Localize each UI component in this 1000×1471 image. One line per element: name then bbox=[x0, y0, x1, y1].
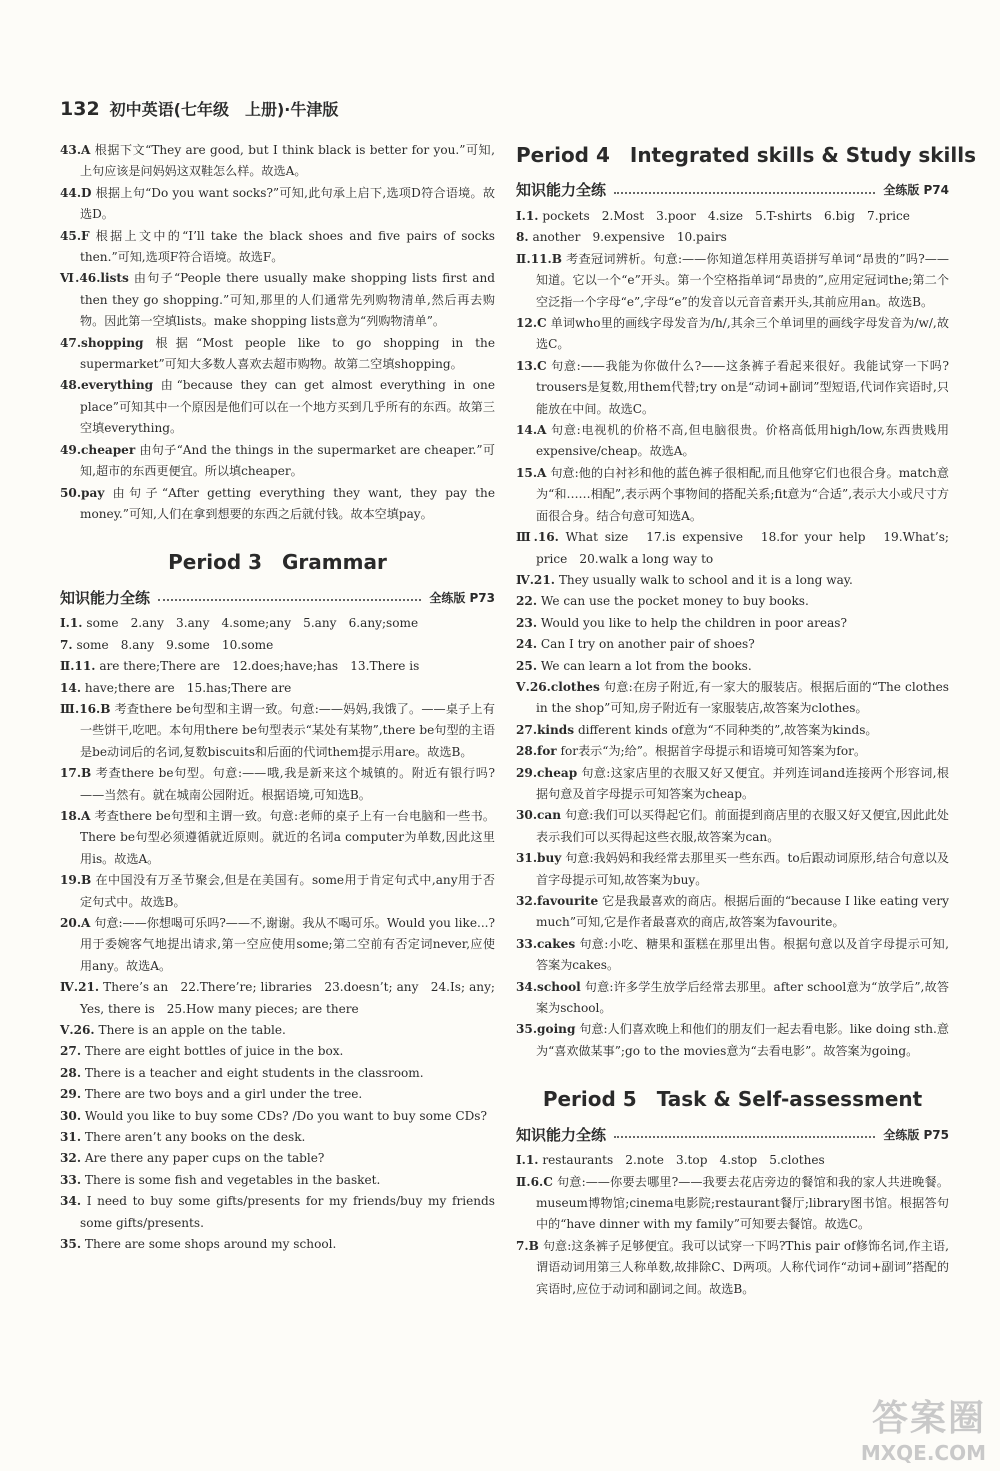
answer-text: 句意:——你要去哪里?——我要去花店旁边的餐馆和我的家人共进晚餐。museum博物馆;cinema电影院;restaurant餐厅;library图书馆。根据答句中的“have dinner with my family”可知要去餐馆。故选C。 bbox=[536, 1174, 949, 1232]
answer-number: Ⅱ.11.B bbox=[516, 251, 562, 266]
answer-text: They usually walk to school and it is a long way. bbox=[558, 572, 853, 587]
answer-number: 30. bbox=[60, 1108, 82, 1123]
watermark-line-2: MXQE.COM bbox=[860, 1441, 986, 1465]
answer-number: Ⅰ.1. bbox=[516, 209, 539, 223]
section-label: 知识能力全练 bbox=[516, 181, 607, 200]
answer-number: 13.C bbox=[516, 358, 547, 373]
answer-text: 句意:——我能为你做什么?——这条裤子看起来很好。我能试穿一下吗?trousers是复数,用them代替;try on是“动词+副词”型短语,代词作宾语时,只能放在中间。故选C。 bbox=[536, 358, 949, 416]
right-column bbox=[516, 140, 976, 1300]
answer-item bbox=[60, 1191, 495, 1234]
answer-number: 43.A bbox=[60, 143, 91, 157]
answer-item bbox=[516, 677, 949, 720]
answer-item bbox=[60, 1148, 495, 1169]
answer-text: 句意:——你想喝可乐吗?——不,谢谢。我从不喝可乐。Would you like...?用于委婉客气地提出请求,第一空应使用some;第二空前有否定词never,应使用any。故选A。 bbox=[80, 916, 495, 973]
answer-item bbox=[516, 313, 949, 356]
answer-item bbox=[516, 420, 949, 463]
answer-item bbox=[60, 1063, 495, 1084]
answer-number: Ⅴ.26.clothes bbox=[516, 679, 600, 694]
answer-item bbox=[60, 678, 495, 699]
answer-text: 考查there be句型和主谓一致。句意:老师的桌子上有一台电脑和一些书。There be句型必须遵循就近原则。就近的名词a computer为单数,因此这里用is。故选A。 bbox=[80, 808, 495, 866]
answer-item bbox=[516, 805, 949, 848]
answer-item bbox=[60, 483, 495, 526]
answer-text: There are two boys and a girl under the tree. bbox=[84, 1087, 363, 1102]
answer-number: Ⅳ.21. bbox=[60, 980, 100, 995]
answer-item bbox=[60, 375, 495, 439]
answer-text: There is a teacher and eight students in the classroom. bbox=[84, 1065, 424, 1080]
answer-number: 49.cheaper bbox=[60, 442, 136, 457]
answer-item bbox=[60, 268, 495, 332]
left-column bbox=[60, 140, 495, 1256]
answer-number: 35. bbox=[60, 1237, 82, 1252]
page-number: 132 bbox=[60, 98, 100, 120]
period-3-title: Period 3 Grammar bbox=[168, 550, 387, 575]
answer-text: different kinds of意为“不同种类的”,故答案为kinds。 bbox=[577, 722, 878, 737]
answer-number: 28. bbox=[60, 1065, 82, 1080]
answer-item bbox=[60, 870, 495, 913]
answer-item bbox=[516, 527, 949, 570]
period-4-title: Period 4 Integrated skills & Study skills bbox=[516, 143, 976, 167]
answer-text: There are eight bottles of juice in the box. bbox=[84, 1044, 344, 1059]
answer-number: 34.school bbox=[516, 979, 581, 994]
answer-number: 44.D bbox=[60, 185, 92, 200]
answer-number: 29.cheap bbox=[516, 765, 578, 780]
answer-text: What size 17.is expensive 18.for your help 19.What’s; price 20.walk a long way to bbox=[536, 530, 949, 566]
answer-item bbox=[516, 934, 949, 977]
period-4-answers bbox=[516, 206, 949, 1062]
answer-item bbox=[60, 183, 495, 226]
answer-number: Ⅰ.1. bbox=[60, 616, 83, 631]
answer-text: 在中国没有万圣节聚会,但是在美国有。some用于肯定句式中,any用于否定句式中。故选B。 bbox=[80, 873, 495, 909]
answer-text: 根据下文“They are good, but I think black is better for you.”可知,上句应该是问妈妈这双鞋怎么样。故选A。 bbox=[80, 143, 495, 179]
answer-number: 15.A bbox=[516, 465, 547, 480]
answer-number: 14.A bbox=[516, 423, 547, 438]
answer-number: 28.for bbox=[516, 744, 557, 759]
period-5-section-header bbox=[516, 1120, 949, 1150]
answer-number: 27.kinds bbox=[516, 722, 575, 737]
answer-text: restaurants 2.note 3.top 4.stop 5.clothes bbox=[542, 1153, 825, 1168]
answer-text: 考查there be句型。句意:——哦,我是新来这个城镇的。附近有银行吗?——当然有。就在城南公园附近。根据语境,可知选B。 bbox=[80, 766, 495, 802]
answer-text: I need to buy some gifts/presents for my friends/buy my friends some gifts/presents. bbox=[80, 1194, 495, 1230]
answer-item bbox=[516, 1150, 949, 1171]
page-header bbox=[60, 97, 338, 127]
answer-item bbox=[516, 1172, 949, 1236]
answer-number: 12.C bbox=[516, 316, 547, 331]
answer-number: 45.F bbox=[60, 228, 90, 243]
answer-number: 18.A bbox=[60, 808, 91, 823]
answer-text: 句意:在房子附近,有一家大的服装店。根据后面的“The clothes in the shop”可知,房子附近有一家服装店,故答案为clothes。 bbox=[536, 679, 949, 716]
answer-item bbox=[516, 591, 949, 612]
answer-number: 14. bbox=[60, 680, 82, 695]
section-ref: 全练版 P73 bbox=[429, 590, 495, 605]
answer-text: another 9.expensive 10.pairs bbox=[532, 230, 727, 245]
answer-number: 7. bbox=[60, 637, 73, 652]
answer-number: 22. bbox=[516, 594, 538, 609]
answer-item bbox=[516, 763, 949, 806]
period-5-answers bbox=[516, 1150, 949, 1300]
answer-item bbox=[516, 634, 949, 655]
answer-item bbox=[60, 1084, 495, 1105]
answer-number: Ⅲ.16.B bbox=[60, 701, 111, 716]
section-ref: 全练版 P74 bbox=[883, 183, 949, 198]
answer-item bbox=[60, 699, 495, 763]
watermark-logo bbox=[861, 1390, 986, 1465]
answer-item bbox=[60, 1020, 495, 1041]
answer-item bbox=[516, 1236, 949, 1300]
answer-item bbox=[60, 1041, 495, 1062]
answer-text: Can I try on another pair of shoes? bbox=[540, 637, 755, 652]
answer-item bbox=[516, 356, 949, 420]
answer-number: 31. bbox=[60, 1130, 82, 1145]
answer-text: 它是我最喜欢的商店。根据后面的“because I like eating very much”可知,它是作者最喜欢的商店,故答案为favourite。 bbox=[536, 894, 949, 930]
period-4-section-header bbox=[516, 176, 949, 206]
answer-item bbox=[60, 333, 495, 376]
answer-text: 句意:许多学生放学后经常去那里。after school意为“放学后”,故答案为school。 bbox=[536, 979, 949, 1016]
answer-number: 23. bbox=[516, 615, 538, 630]
answer-number: 25. bbox=[516, 658, 538, 673]
watermark-line-1: 答案圈 bbox=[871, 1398, 986, 1439]
answer-text: 句意:这家店里的衣服又好又便宜。并列连词and连接两个形容词,根据句意及首字母提示可知答案为cheap。 bbox=[536, 765, 949, 801]
answer-number: 30.can bbox=[516, 808, 562, 823]
answer-number: 24. bbox=[516, 637, 538, 652]
answer-number: Ⅱ.6.C bbox=[516, 1174, 553, 1189]
answer-item bbox=[60, 1127, 495, 1148]
dotted-leader bbox=[614, 1136, 875, 1138]
answer-text: 单词who里的画线字母发音为/h/,其余三个单词里的画线字母发音为/w/,故选C。 bbox=[536, 316, 949, 352]
answer-text: 根据“Most people like to go shopping in the supermarket”可知大多数人喜欢去超市购物。故第二空填shopping。 bbox=[80, 335, 495, 372]
answer-item bbox=[516, 720, 949, 741]
period-5-title: Period 5 Task & Self-assessment bbox=[542, 1087, 923, 1112]
answer-text: some 8.any 9.some 10.some bbox=[76, 637, 274, 652]
answer-number: 19.B bbox=[60, 873, 92, 888]
answer-text: 由句子“After getting everything they want, they pay the money.”可知,人们在拿到想要的东西之后就付钱。故本空填pay。 bbox=[80, 485, 495, 521]
dotted-leader bbox=[158, 599, 421, 601]
answer-number: 27. bbox=[60, 1044, 82, 1059]
answer-text: Are there any paper cups on the table? bbox=[84, 1151, 325, 1166]
answer-item bbox=[516, 570, 949, 591]
answer-text: There is an apple on the table. bbox=[98, 1023, 286, 1038]
answer-number: 32. bbox=[60, 1151, 82, 1166]
answer-number: Ⅱ.11. bbox=[60, 659, 96, 674]
answer-text: some 2.any 3.any 4.some;any 5.any 6.any;some bbox=[86, 616, 419, 631]
answer-text: 根据上句“Do you want socks?”可知,此句承上启下,选项D符合语境。故选D。 bbox=[80, 185, 495, 222]
answer-number: Ⅵ.46.lists bbox=[60, 271, 129, 286]
answer-number: 8. bbox=[516, 230, 529, 245]
answer-item bbox=[516, 206, 949, 227]
answer-item bbox=[60, 806, 495, 870]
answer-text: There aren’t any books on the desk. bbox=[84, 1130, 306, 1145]
answer-text: Would you like to help the children in poor areas? bbox=[540, 615, 847, 630]
answer-number: 33.cakes bbox=[516, 936, 576, 951]
answer-text: 句意:我妈妈和我经常去那里买一些东西。to后跟动词原形,结合句意以及首字母提示可知,故答案为buy。 bbox=[536, 851, 949, 887]
answer-item bbox=[60, 913, 495, 977]
answer-item bbox=[516, 891, 949, 934]
period-3-answers bbox=[60, 613, 495, 1255]
answer-number: 31.buy bbox=[516, 851, 562, 866]
period-3-section-header bbox=[60, 583, 495, 613]
answer-text: 句意:我们可以买得起它们。前面提到商店里的衣服又好又便宜,因此此处表示我们可以买得起这些衣服,故答案为can。 bbox=[536, 808, 949, 844]
answer-text: are there;There are 12.does;have;has 13.There is bbox=[99, 659, 420, 674]
answer-text: 句意:他的白衬衫和他的蓝色裤子很相配,而且他穿它们也很合身。match意为“和……相配”,表示两个事物间的搭配关系;fit意为“合适”,表示大小或尺寸方面很合身。结合句意可知选A。 bbox=[536, 465, 949, 523]
answer-text: There are some shops around my school. bbox=[84, 1237, 337, 1252]
dotted-leader bbox=[614, 192, 875, 194]
section-ref: 全练版 P75 bbox=[883, 1127, 949, 1142]
answer-item bbox=[516, 656, 949, 677]
answer-number: Ⅲ.16. bbox=[516, 530, 559, 545]
answer-number: 33. bbox=[60, 1172, 82, 1187]
answer-item bbox=[516, 463, 949, 527]
answer-item bbox=[60, 1170, 495, 1191]
answer-text: 由句子“People there usually make shopping lists first and then they go shopping.”可知,那里的人们通常先列购物清单,然后再去购物。因此第一空填lists。make shopping lists意为“列购物清单”。 bbox=[80, 271, 495, 329]
answer-item bbox=[516, 741, 949, 762]
answer-text: We can use the pocket money to buy books. bbox=[540, 594, 809, 609]
answer-number: 17.B bbox=[60, 766, 92, 781]
section-label: 知识能力全练 bbox=[516, 1125, 607, 1144]
answer-number: 34. bbox=[60, 1194, 82, 1209]
answer-number: Ⅰ.1. bbox=[516, 1153, 539, 1168]
answer-number: 47.shopping bbox=[60, 335, 144, 350]
answer-text: have;there are 15.has;There are bbox=[84, 680, 292, 695]
answer-text: 句意:小吃、糖果和蛋糕在那里出售。根据句意以及首字母提示可知,答案为cakes。 bbox=[536, 936, 949, 973]
answer-text: 由句子“And the things in the supermarket are cheaper.”可知,超市的东西更便宜。所以填cheaper。 bbox=[80, 442, 495, 479]
section-label: 知识能力全练 bbox=[60, 588, 151, 607]
answer-item bbox=[60, 1234, 495, 1255]
answer-number: Ⅳ.21. bbox=[516, 572, 555, 587]
answer-text: 考查冠词辨析。句意:——你知道怎样用英语拼写单词“昂贵的”吗?——知道。它以一个“e”开头。第一个空格指单词“昂贵的”,应用定冠词the;第二个空泛指一个字母“e”,字母“e”的发音以元音音素开头,其前应用an。故选B。 bbox=[536, 251, 949, 309]
answer-text: Would you like to buy some CDs? /Do you want to buy some CDs? bbox=[84, 1108, 487, 1123]
answer-item bbox=[60, 440, 495, 483]
answer-item bbox=[516, 977, 949, 1020]
answer-item bbox=[60, 1106, 495, 1127]
answer-number: 20.A bbox=[60, 916, 91, 930]
answer-number: 48.everything bbox=[60, 378, 154, 393]
answer-text: pockets 2.Most 3.poor 4.size 5.T-shirts 6.big 7.price bbox=[542, 209, 910, 223]
answer-text: We can learn a lot from the books. bbox=[540, 658, 752, 673]
left-top-answers bbox=[60, 140, 495, 525]
answer-text: 根据上文中的“I’ll take the black shoes and five pairs of socks then.”可知,选项F符合语境。故选F。 bbox=[80, 228, 495, 265]
answer-number: 7.B bbox=[516, 1238, 539, 1253]
answer-item bbox=[516, 613, 949, 634]
answer-number: 32.favourite bbox=[516, 894, 599, 908]
answer-item bbox=[60, 226, 495, 269]
answer-item bbox=[60, 635, 495, 656]
answer-item bbox=[60, 763, 495, 806]
answer-item bbox=[60, 140, 495, 183]
book-title: 初中英语(七年级 上册)·牛津版 bbox=[109, 100, 339, 119]
answer-number: 29. bbox=[60, 1087, 82, 1102]
answer-number: Ⅴ.26. bbox=[60, 1023, 95, 1038]
answer-text: 句意:这条裤子足够便宜。我可以试穿一下吗?This pair of修饰名词,作主语,谓语动词用第三人称单数,故排除C、D两项。人称代词作“动词+副词”搭配的宾语时,应位于动词和副词之间。故选B。 bbox=[536, 1238, 949, 1296]
answer-text: 由“because they can get almost everything in one place”可知其中一个原因是他们可以在一个地方买到几乎所有的东西。故第三空填everything。 bbox=[80, 378, 495, 436]
answer-item bbox=[516, 848, 949, 891]
answer-number: 50.pay bbox=[60, 485, 105, 500]
answer-text: for表示“为;给”。根据首字母提示和语境可知答案为for。 bbox=[560, 744, 867, 759]
answer-item bbox=[60, 613, 495, 634]
answer-item bbox=[60, 977, 495, 1020]
answer-item bbox=[60, 656, 495, 677]
answer-item bbox=[516, 227, 949, 248]
answer-text: There is some fish and vegetables in the basket. bbox=[84, 1172, 381, 1187]
answer-text: 句意:电视机的价格不高,但电脑很贵。价格高低用high/low,东西贵贱用expensive/cheap。故选A。 bbox=[536, 423, 949, 459]
answer-number: 35.going bbox=[516, 1022, 576, 1037]
answer-item bbox=[516, 1019, 949, 1062]
answer-text: 考查there be句型和主谓一致。句意:——妈妈,我饿了。——桌子上有一些饼干,吃吧。本句用there be句型表示“某处有某物”,there be句型的主语是be动词后的名词,复数biscuits和后面的代词them提示用are。故选B。 bbox=[80, 701, 495, 759]
answer-text: There’s an 22.There’re; libraries 23.doesn’t; any 24.Is; any; Yes, there is 25.How many pieces; are there bbox=[80, 980, 495, 1016]
answer-text: 句意:人们喜欢晚上和他们的朋友们一起去看电影。like doing sth.意为“喜欢做某事”;go to the movies意为“去看电影”。故答案为going。 bbox=[536, 1022, 949, 1058]
answer-item bbox=[516, 249, 949, 313]
